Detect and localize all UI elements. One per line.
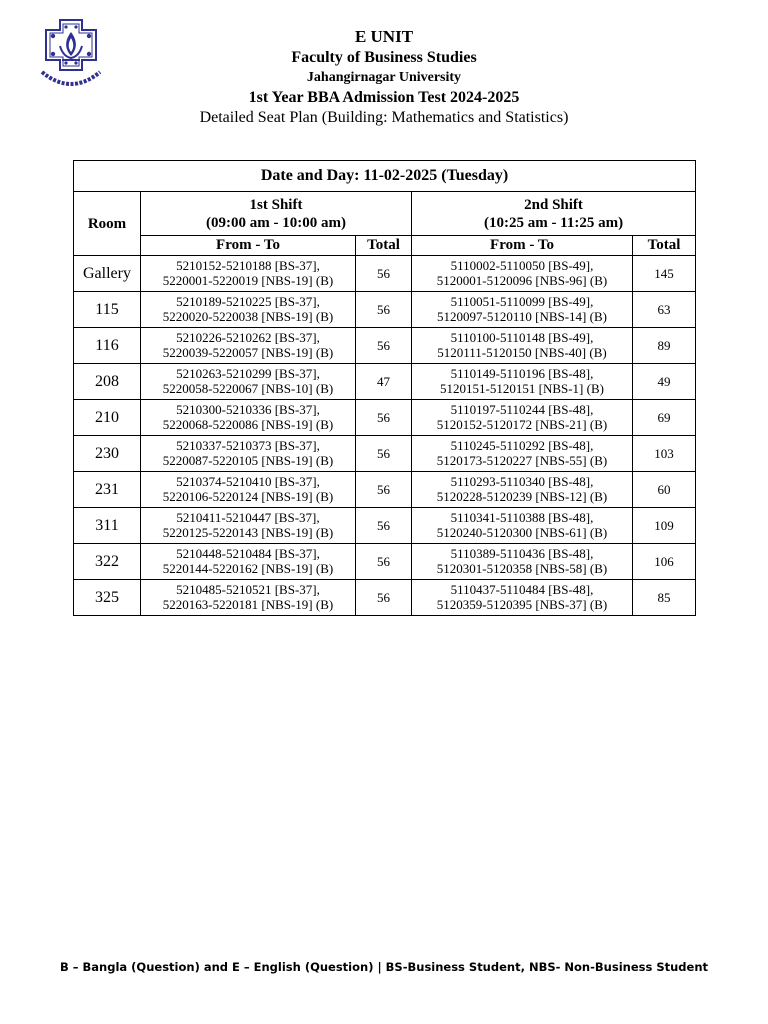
table-row [74,580,696,616]
faculty-name: Faculty of Business Studies [291,49,477,66]
shift1-range-cell [141,292,356,328]
shift1-total-cell: 56 [356,400,412,436]
table-row [74,328,696,364]
shift2-range-cell [412,544,633,580]
shift1-range-bs: 5210189-5210225 [BS-37], [176,293,320,309]
shift2-range-cell [412,292,633,328]
shift2-total-cell: 85 [633,580,696,616]
shift1-range-nbs: 5220039-5220057 [NBS-19] (B) [162,344,334,360]
shift2-range-nbs: 5120001-5120096 [NBS-96] (B) [436,272,608,288]
table-row [74,364,696,400]
shift1-range-bs: 5210411-5210447 [BS-37], [176,509,320,525]
shift1-range-nbs: 5220087-5220105 [NBS-19] (B) [162,452,334,468]
shift1-from-to-header: From - To [141,236,356,256]
shift1-range-bs: 5210226-5210262 [BS-37], [176,329,320,345]
table-row [74,292,696,328]
shift2-range-bs: 5110341-5110388 [BS-48], [450,509,594,525]
shift2-total-cell: 49 [633,364,696,400]
shift1-total-cell: 56 [356,436,412,472]
shift2-total-header: Total [633,236,696,256]
shift2-title: 2nd Shift [524,196,583,213]
shift1-range-nbs: 5220001-5220019 [NBS-19] (B) [162,272,334,288]
shift1-total-cell: 56 [356,508,412,544]
shift1-total-header: Total [356,236,412,256]
shift2-range-bs: 5110051-5110099 [BS-49], [450,293,594,309]
shift2-range-nbs: 5120152-5120172 [NBS-21] (B) [436,416,608,432]
room-cell: 210 [74,400,141,436]
shift2-range-cell [412,580,633,616]
shift2-total-cell: 89 [633,328,696,364]
shift2-total-cell: 60 [633,472,696,508]
shift1-range-nbs: 5220058-5220067 [NBS-10] (B) [162,380,334,396]
shift2-total-cell: 63 [633,292,696,328]
shift1-range-cell [141,472,356,508]
test-title: 1st Year BBA Admission Test 2024-2025 [248,89,520,106]
shift1-total-cell: 56 [356,544,412,580]
room-cell: 325 [74,580,141,616]
shift2-time: (10:25 am - 11:25 am) [483,214,624,231]
table-row [74,436,696,472]
shift2-range-bs: 5110197-5110244 [BS-48], [450,401,594,417]
date-and-day: Date and Day: 11-02-2025 (Tuesday) [74,161,696,192]
shift1-range-cell [141,364,356,400]
table-row [74,256,696,292]
table-row [74,400,696,436]
room-cell: Gallery [74,256,141,292]
shift1-range-bs: 5210448-5210484 [BS-37], [176,545,320,561]
shift1-total-cell: 56 [356,328,412,364]
shift2-range-bs: 5110245-5110292 [BS-48], [450,437,594,453]
shift2-range-cell [412,472,633,508]
shift1-range-bs: 5210485-5210521 [BS-37], [176,581,320,597]
shift1-range-nbs: 5220163-5220181 [NBS-19] (B) [162,596,334,612]
shift2-range-bs: 5110100-5110148 [BS-49], [450,329,594,345]
shift2-range-bs: 5110002-5110050 [BS-49], [450,257,594,273]
shift1-range-nbs: 5220144-5220162 [NBS-19] (B) [162,560,334,576]
university-name: Jahangirnagar University [306,70,462,85]
shift2-range-nbs: 5120097-5120110 [NBS-14] (B) [437,308,607,324]
shift2-range-cell [412,508,633,544]
table-row [74,508,696,544]
shift2-total-cell: 103 [633,436,696,472]
room-cell: 208 [74,364,141,400]
shift1-range-cell [141,400,356,436]
seat-plan-table [73,160,696,616]
shift2-range-cell [412,364,633,400]
table-row [74,472,696,508]
shift2-total-cell: 145 [633,256,696,292]
shift2-from-to-header: From - To [412,236,633,256]
shift1-range-nbs: 5220020-5220038 [NBS-19] (B) [162,308,334,324]
shift1-range-cell [141,508,356,544]
shift2-total-cell: 69 [633,400,696,436]
room-cell: 322 [74,544,141,580]
shift2-total-cell: 106 [633,544,696,580]
shift1-total-cell: 56 [356,472,412,508]
shift2-range-bs: 5110389-5110436 [BS-48], [450,545,594,561]
room-cell: 311 [74,508,141,544]
shift2-total-cell: 109 [633,508,696,544]
shift1-range-cell [141,544,356,580]
shift2-range-bs: 5110293-5110340 [BS-48], [450,473,594,489]
shift2-range-nbs: 5120173-5120227 [NBS-55] (B) [436,452,608,468]
shift1-range-bs: 5210374-5210410 [BS-37], [176,473,320,489]
document-header [0,28,768,126]
shift1-total-cell: 47 [356,364,412,400]
shift1-range-cell [141,256,356,292]
shift2-range-cell [412,256,633,292]
room-cell: 115 [74,292,141,328]
shift1-range-cell [141,580,356,616]
shift1-range-bs: 5210337-5210373 [BS-37], [176,437,320,453]
shift2-range-nbs: 5120111-5120150 [NBS-40] (B) [437,344,607,360]
shift1-title: 1st Shift [249,196,303,213]
shift2-range-cell [412,328,633,364]
shift1-total-cell: 56 [356,580,412,616]
shift1-range-nbs: 5220106-5220124 [NBS-19] (B) [162,488,334,504]
shift2-range-nbs: 5120359-5120395 [NBS-37] (B) [436,596,608,612]
shift2-header [412,192,696,236]
shift1-header [141,192,412,236]
shift2-range-bs: 5110149-5110196 [BS-48], [450,365,594,381]
shift1-range-cell [141,436,356,472]
shift1-range-cell [141,328,356,364]
seat-plan-subtitle: Detailed Seat Plan (Building: Mathematics and Statistics) [199,109,569,126]
shift1-range-bs: 5210152-5210188 [BS-37], [176,257,320,273]
room-cell: 230 [74,436,141,472]
shift2-range-cell [412,400,633,436]
table-row [74,544,696,580]
shift1-range-bs: 5210263-5210299 [BS-37], [176,365,320,381]
legend-footer: B – Bangla (Question) and E – English (Question) | BS-Business Student, NBS- Non-Business Student [60,960,708,974]
shift1-range-nbs: 5220068-5220086 [NBS-19] (B) [162,416,334,432]
shift1-total-cell: 56 [356,256,412,292]
shift2-range-nbs: 5120301-5120358 [NBS-58] (B) [436,560,608,576]
room-cell: 116 [74,328,141,364]
shift1-range-nbs: 5220125-5220143 [NBS-19] (B) [162,524,334,540]
shift2-range-nbs: 5120151-5120151 [NBS-1] (B) [440,380,604,396]
shift1-range-bs: 5210300-5210336 [BS-37], [176,401,320,417]
shift2-range-cell [412,436,633,472]
shift1-total-cell: 56 [356,292,412,328]
shift2-range-bs: 5110437-5110484 [BS-48], [450,581,594,597]
room-cell: 231 [74,472,141,508]
room-header: Room [74,192,141,256]
shift2-range-nbs: 5120228-5120239 [NBS-12] (B) [436,488,608,504]
unit-title: E UNIT [354,27,414,46]
shift2-range-nbs: 5120240-5120300 [NBS-61] (B) [436,524,608,540]
shift1-time: (09:00 am - 10:00 am) [206,214,346,231]
